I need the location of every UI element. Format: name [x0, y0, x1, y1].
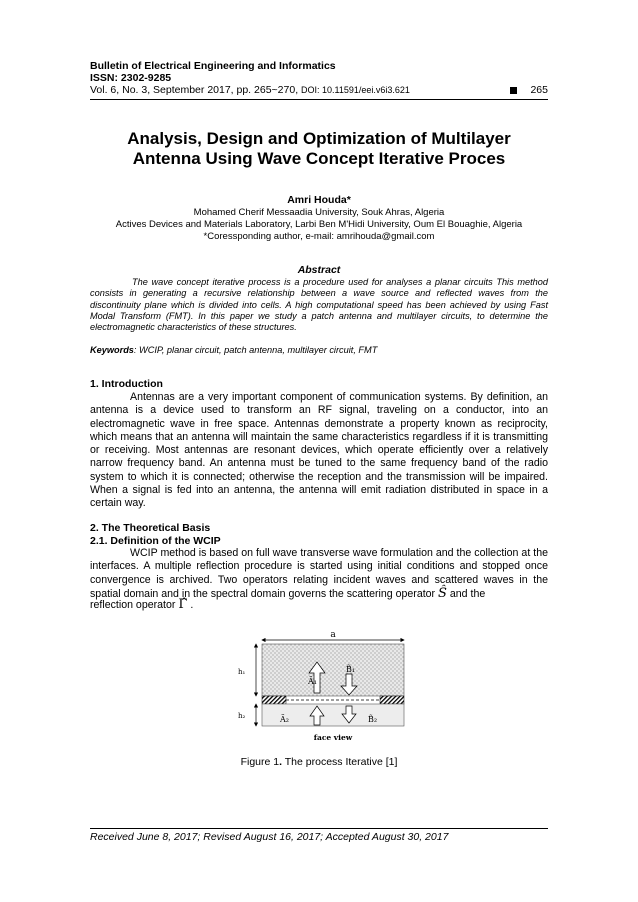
abstract-text: The wave concept iterative process is a procedure used for analyses a planar circuits This method consists in generating a recursive relationship between a wave source and reflected waves from the discontinuity plane which is divided into cells. A high computational speed has been achieved by using Fast Modal Transform (FMT). In this paper we study a patch antenna and multilayer circuits, to determine the electromagnetic characteristics of these structures. [90, 277, 548, 333]
label-h1: h₁ [238, 668, 246, 676]
s-hat-symbol: Ŝ [438, 585, 447, 601]
received-dates: Received June 8, 2017; Revised August 16, 2017; Accepted August 30, 2017 [90, 831, 449, 843]
section-1-text: Antennas are a very important component of communication systems. By definition, an antenna is a device used to transform an RF signal, traveling on a conductor, into an electromagnetic wave in free space. Antennas demonstrate a property known as reciprocity, which means that an antenna will maintain the same characteristics regardless if it is transmitting or receiving. Most antennas are resonant devices, which operate efficiently over a relatively narrow frequency band. An antenna must be tuned to the same frequency band of the radio system to which it is connected; otherwise the reception and the transmission will be impaired. When a signal is fed into an antenna, the antenna will emit radiation distributed in space in a certain way. [90, 391, 548, 510]
metallic-strip-right [380, 696, 404, 704]
figure-caption-text: The process Iterative [1] [282, 756, 398, 768]
label-B1: B̃₁ [346, 665, 356, 674]
keywords-text: : WCIP, planar circuit, patch antenna, multilayer circuit, FMT [133, 345, 378, 355]
section-2-1-body: WCIP method is based on full wave transverse wave formulation and the collection at the interfaces. A multiple reflection procedure is started using initial conditions and stopped once convergence is archived. Two operators relating incident waves and scattered waves in the spatial domain and in the spectral domain governs the scattering operator [90, 547, 548, 600]
gamma-hat-symbol: Γ̂ [178, 597, 188, 612]
keywords-label: Keywords [90, 345, 134, 355]
affiliation-2: Actives Devices and Materials Laboratory, Larbi Ben M'Hidi University, Oum El Bouaghie, Algeria [115, 219, 523, 230]
paper-title [90, 129, 548, 169]
section-2-1-text [90, 547, 548, 601]
square-bullet-icon [510, 87, 517, 94]
figure-caption [90, 756, 548, 768]
label-A2: Ã₂ [280, 715, 289, 724]
and-text: and the [446, 587, 486, 600]
affiliation-1: Mohamed Cherif Messaadia University, Souk Ahras, Algeria [193, 207, 445, 218]
doi: DOI: 10.11591/eei.v6i3.621 [301, 85, 410, 95]
figure-caption-dot: . [279, 756, 283, 768]
author-name: Amri Houda* [287, 194, 351, 206]
label-B2: B̃₂ [368, 715, 378, 724]
journal-name: Bulletin of Electrical Engineering and Informatics [90, 60, 336, 72]
metallic-strip-left [262, 696, 286, 704]
figure-caption-prefix: Figure 1 [240, 756, 280, 768]
reflection-text: reflection operator [90, 599, 179, 611]
period: . [187, 599, 194, 611]
process-figure [236, 626, 408, 748]
upper-layer [262, 644, 404, 696]
header-rule [90, 99, 548, 100]
section-2-heading: 2. The Theoretical Basis [90, 522, 211, 534]
keywords [90, 345, 548, 355]
section-2-1-heading: 2.1. Definition of the WCIP [90, 535, 221, 547]
label-h2: h₂ [238, 712, 246, 720]
corresponding-author: *Coressponding author, e-mail: amrihouda@gmail.com [203, 231, 435, 242]
title-line-1: Analysis, Design and Optimization of Multilayer [127, 129, 511, 148]
page-number: 265 [530, 84, 548, 96]
footer-rule [90, 828, 548, 829]
label-face-view: face view [313, 733, 353, 742]
volume-info: Vol. 6, No. 3, September 2017, pp. 265~270, [90, 84, 299, 96]
journal-volume-line [90, 84, 548, 96]
reflection-operator-line [90, 598, 548, 612]
label-A1: Ã₁ [308, 677, 317, 686]
label-a: a [330, 630, 336, 640]
title-line-2: Antenna Using Wave Concept Iterative Proces [132, 149, 506, 168]
section-1-heading: 1. Introduction [90, 378, 163, 390]
journal-issn: ISSN: 2302-9285 [90, 72, 172, 84]
abstract-heading: Abstract [297, 264, 341, 276]
